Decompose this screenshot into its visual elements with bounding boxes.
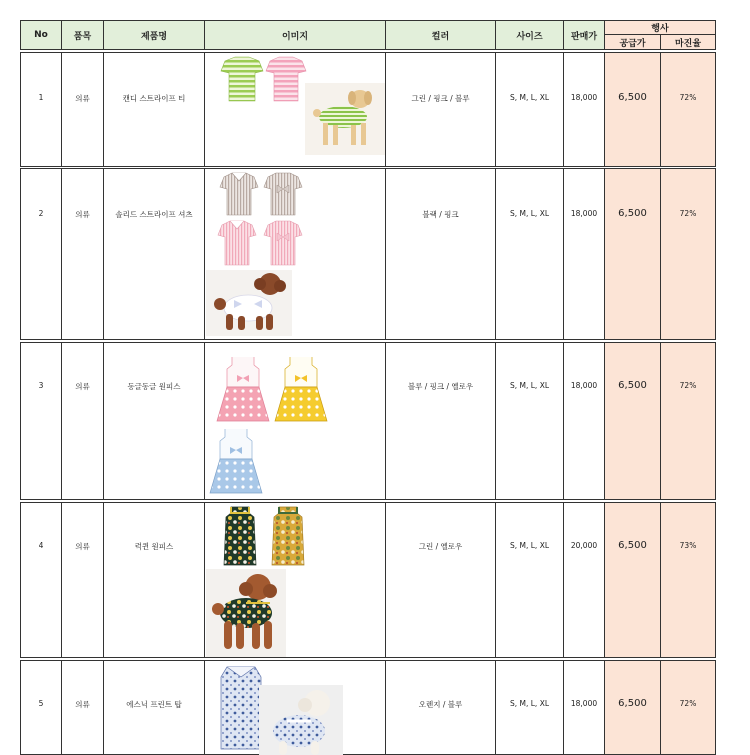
row-no: 2 <box>20 168 62 340</box>
header-category: 품목 <box>61 20 104 50</box>
blue-print-top-icon <box>217 663 265 751</box>
row-supply-price: 6,500 <box>604 342 661 500</box>
row-margin: 72% <box>660 52 716 167</box>
row-price: 18,000 <box>563 342 605 500</box>
row-image-cell <box>204 502 386 658</box>
row-product-name: 캔디 스트라이프 티 <box>103 52 205 167</box>
row-color: 블랙 / 핑크 <box>385 168 496 340</box>
row-supply-price: 6,500 <box>604 52 661 167</box>
row-no: 3 <box>20 342 62 500</box>
row-category: 의류 <box>61 502 104 658</box>
row-supply-price: 6,500 <box>604 502 661 658</box>
row-supply-price: 6,500 <box>604 660 661 755</box>
row-image-cell <box>204 52 386 167</box>
header-margin: 마진율 <box>660 34 716 50</box>
dog-wearing-print-top-icon <box>259 685 343 755</box>
row-product-name: 동글동글 원피스 <box>103 342 205 500</box>
yellow-floral-dress-icon <box>265 505 311 567</box>
dog-wearing-white-shirt-icon <box>206 270 292 336</box>
header-price: 판매가 <box>563 20 605 50</box>
header-promo: 행사 <box>604 20 716 35</box>
row-image-cell <box>204 342 386 500</box>
row-size: S, M, L, XL <box>495 168 564 340</box>
row-image-cell <box>204 168 386 340</box>
gray-stripe-shirt-front-icon <box>219 171 259 217</box>
row-size: S, M, L, XL <box>495 660 564 755</box>
header-no: No <box>20 20 62 50</box>
row-price: 18,000 <box>563 52 605 167</box>
row-product-name: 에스닉 프린트 탑 <box>103 660 205 755</box>
row-no: 1 <box>20 52 62 167</box>
header-product-name: 제품명 <box>103 20 205 50</box>
row-category: 의류 <box>61 168 104 340</box>
row-size: S, M, L, XL <box>495 502 564 658</box>
header-size: 사이즈 <box>495 20 564 50</box>
row-color: 그린 / 옐로우 <box>385 502 496 658</box>
row-color: 블루 / 핑크 / 옐로우 <box>385 342 496 500</box>
row-price: 20,000 <box>563 502 605 658</box>
pink-stripe-shirt-back-icon <box>263 219 303 267</box>
pink-stripe-shirt-icon <box>265 55 307 105</box>
pink-stripe-shirt-front-icon <box>217 219 257 267</box>
row-category: 의류 <box>61 660 104 755</box>
dog-wearing-green-stripe-icon <box>305 83 385 155</box>
green-stripe-shirt-icon <box>219 55 265 105</box>
row-size: S, M, L, XL <box>495 52 564 167</box>
row-category: 의류 <box>61 342 104 500</box>
row-no: 4 <box>20 502 62 658</box>
header-image: 이미지 <box>204 20 386 50</box>
green-floral-dress-icon <box>217 505 263 567</box>
pink-polka-dress-icon <box>215 355 271 425</box>
header-color: 컬러 <box>385 20 496 50</box>
row-margin: 72% <box>660 660 716 755</box>
row-supply-price: 6,500 <box>604 168 661 340</box>
gray-stripe-shirt-back-icon <box>263 171 303 217</box>
row-no: 5 <box>20 660 62 755</box>
row-product-name: 솔리드 스트라이프 셔츠 <box>103 168 205 340</box>
row-price: 18,000 <box>563 168 605 340</box>
row-margin: 72% <box>660 342 716 500</box>
row-margin: 72% <box>660 168 716 340</box>
row-product-name: 럭퀸 원피스 <box>103 502 205 658</box>
row-category: 의류 <box>61 52 104 167</box>
row-size: S, M, L, XL <box>495 342 564 500</box>
dog-wearing-floral-dress-icon <box>206 569 286 657</box>
yellow-polka-dress-icon <box>273 355 329 425</box>
header-supply-price: 공급가 <box>604 34 661 50</box>
row-image-cell <box>204 660 386 755</box>
row-price: 18,000 <box>563 660 605 755</box>
row-color: 오렌지 / 블루 <box>385 660 496 755</box>
row-color: 그린 / 핑크 / 블루 <box>385 52 496 167</box>
blue-polka-dress-icon <box>207 427 265 497</box>
row-margin: 73% <box>660 502 716 658</box>
